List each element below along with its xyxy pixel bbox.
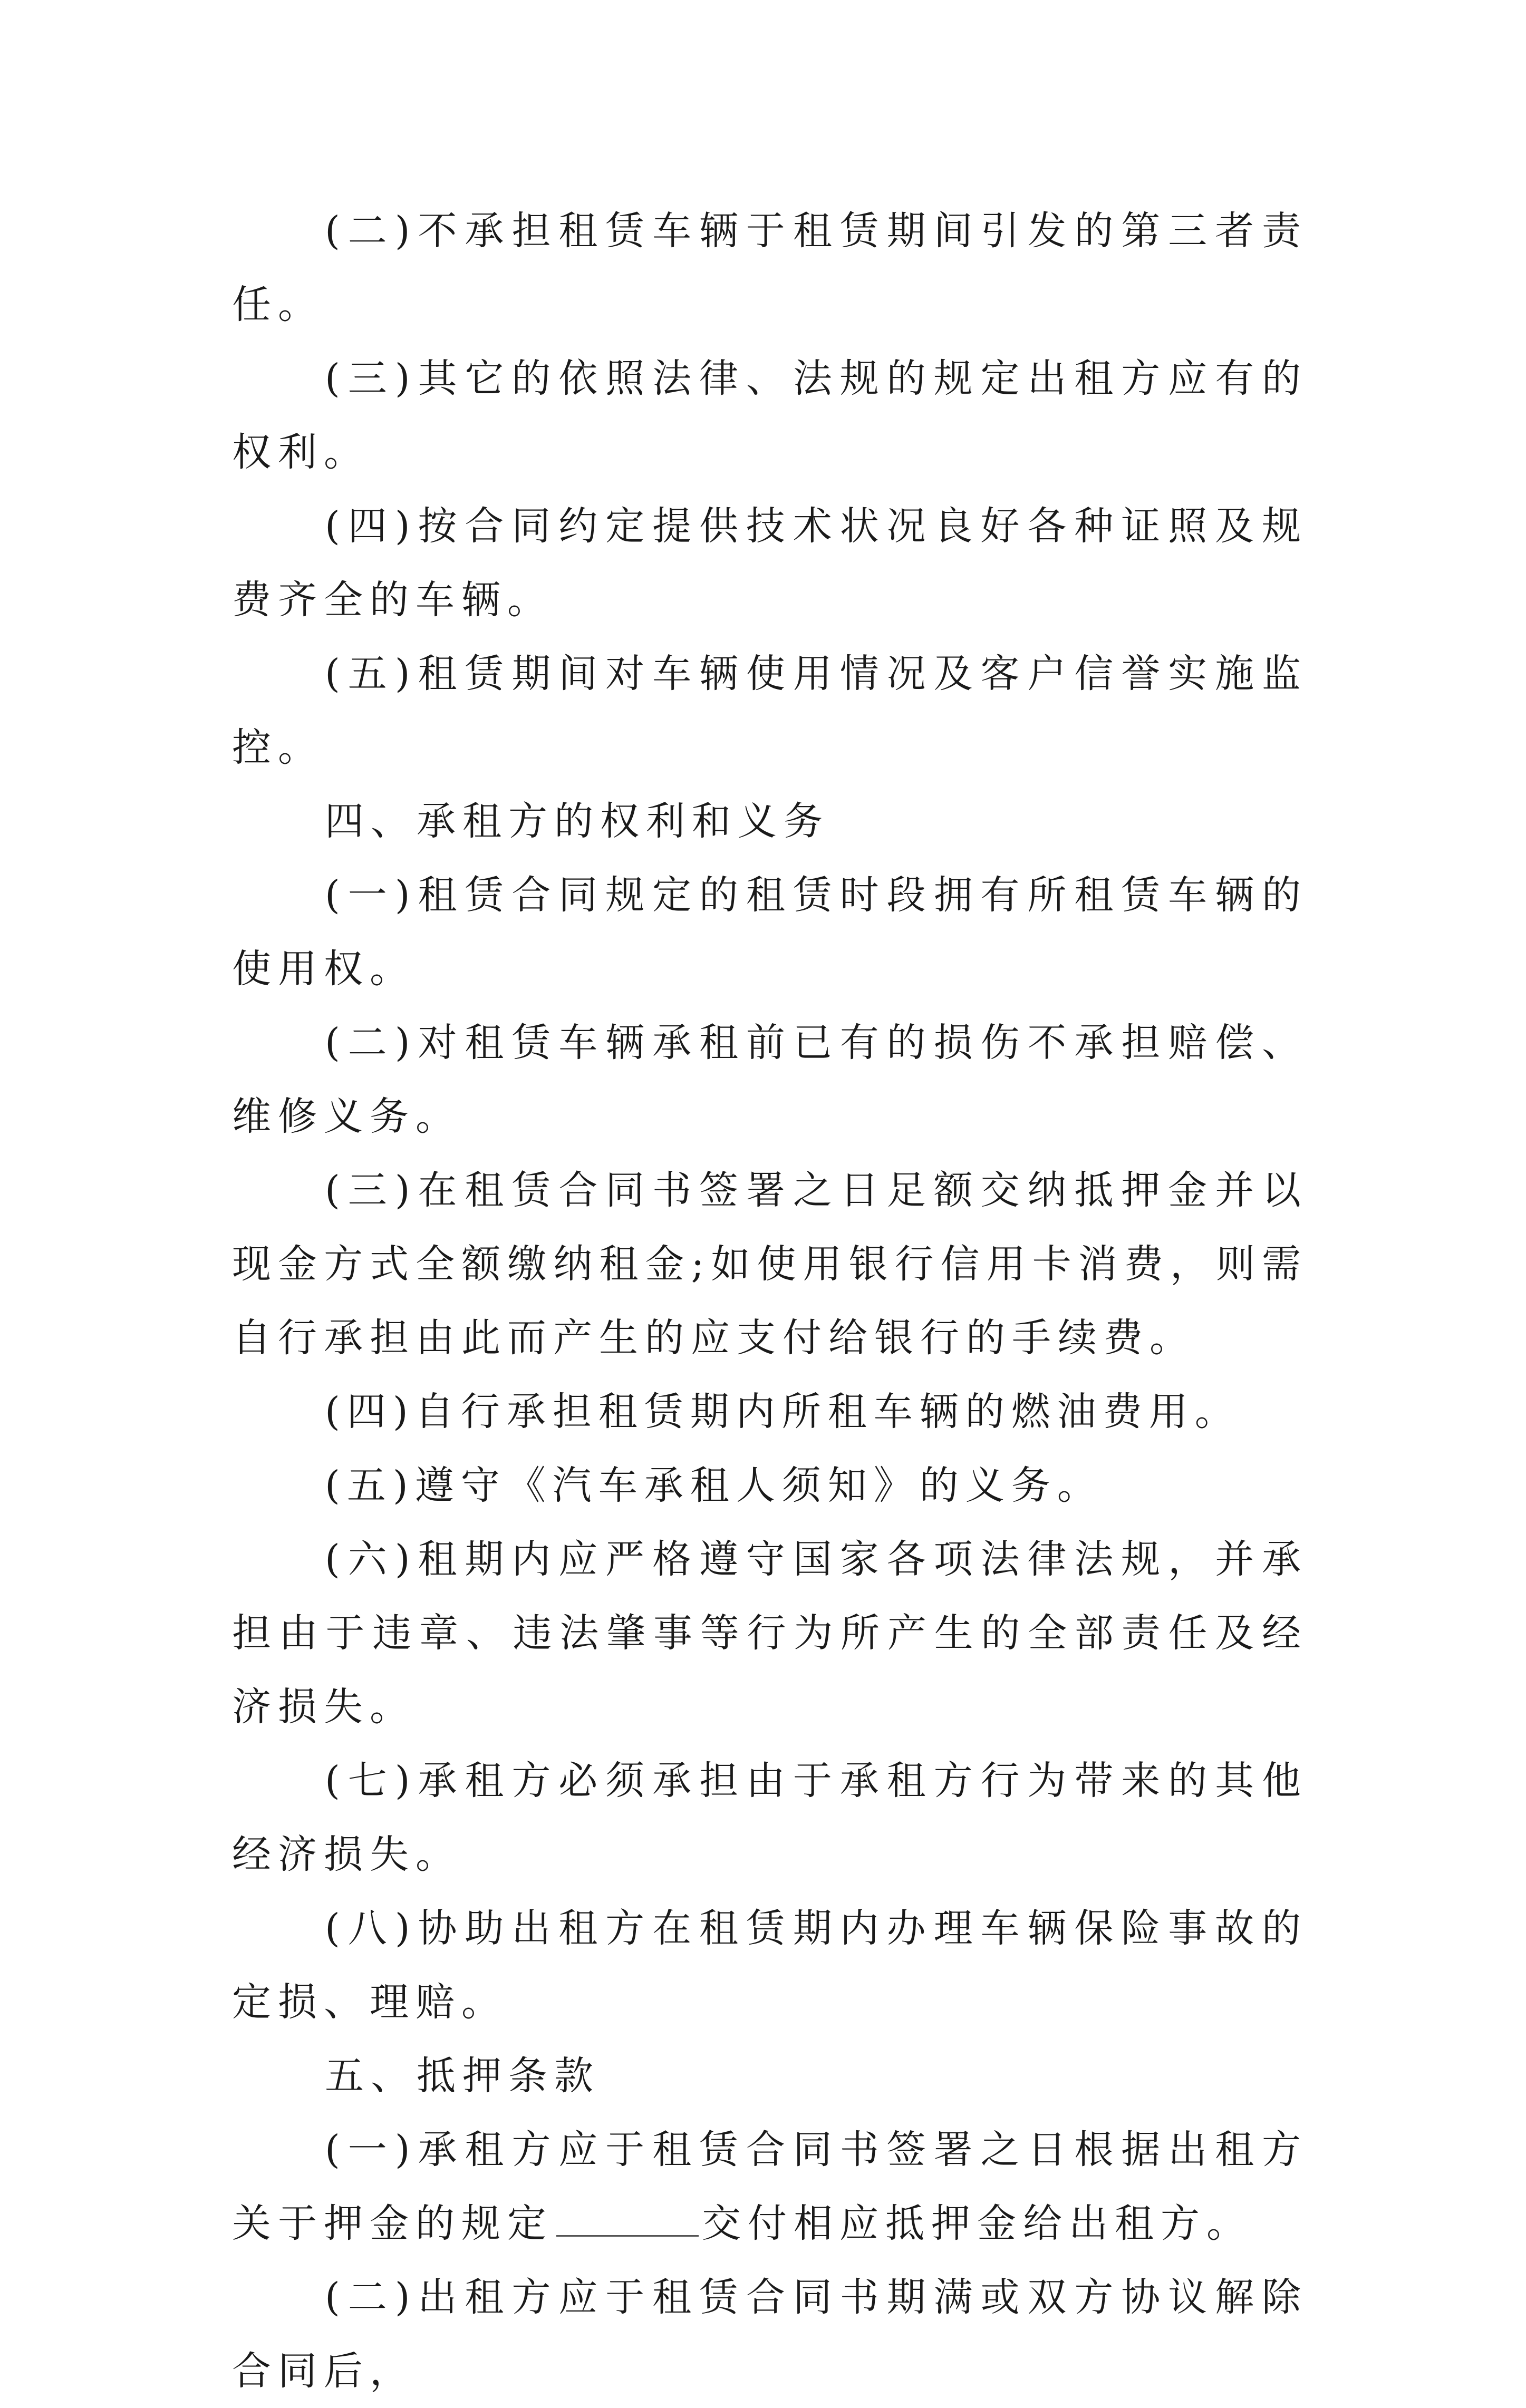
paragraph: (二)对租赁车辆承租前已有的损伤不承担赔偿、维修义务。 [232,1020,1308,1139]
paragraph: (五)遵守《汽车承租人须知》的义务。 [325,1463,1103,1508]
paragraph-with-blank [232,2113,1308,2260]
section-heading: 五、抵押条款 [325,2053,600,2099]
paragraph: (四)按合同约定提供技术状况良好各种证照及规费齐全的车辆。 [232,503,1308,623]
paragraph: (一)租赁合同规定的租赁时段拥有所租赁车辆的使用权。 [232,872,1308,992]
section-heading: 四、承租方的权利和义务 [325,799,829,844]
document-body [232,194,1308,2408]
paragraph-text-after-blank: 交付相应抵押金给出租方。 [702,2201,1252,2246]
paragraph: (三)其它的依照法律、法规的规定出租方应有的权利。 [232,356,1308,475]
paragraph-text-before-blank: (一)承租方应于租赁合同书签署之日根据出租方关于押金的规定 [232,2127,1308,2246]
paragraph: (二)不承担租赁车辆于租赁期间引发的第三者责任。 [232,208,1308,327]
paragraph: (三)在租赁合同书签署之日足额交纳抵押金并以现金方式全额缴纳租金;如使用银行信用卡消费，则需自行承担由此而产生的应支付给银行的手续费。 [232,1168,1308,1361]
paragraph: (四)自行承担租赁期内所租车辆的燃油费用。 [325,1389,1241,1434]
paragraph: (五)租赁期间对车辆使用情况及客户信誉实施监控。 [232,651,1308,770]
paragraph: (八)协助出租方在租赁期内办理车辆保险事故的定损、理赔。 [232,1906,1308,2025]
fill-in-blank [556,2235,699,2237]
paragraph: (七)承租方必须承担由于承租方行为带来的其他经济损失。 [232,1758,1308,1877]
paragraph: (六)租期内应严格遵守国家各项法律法规，并承担由于违章、违法肇事等行为所产生的全部责任及经济损失。 [232,1537,1308,1730]
paragraph: (二)出租方应于租赁合同书期满或双方协议解除合同后， [232,2275,1308,2394]
